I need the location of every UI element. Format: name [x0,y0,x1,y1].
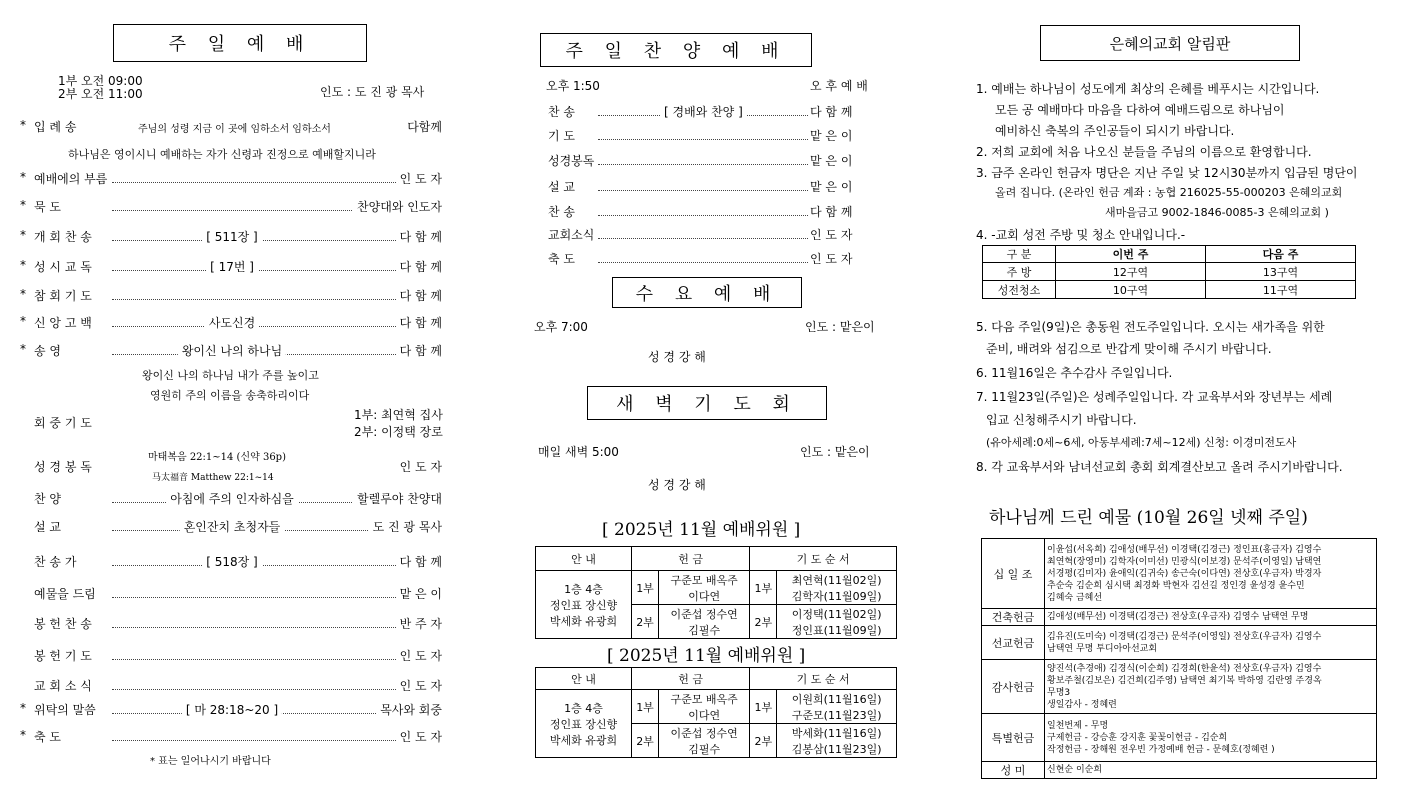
service-item-role: 다 함 께 [396,342,442,359]
notice-8: 8. 각 교육부서와 남녀선교회 총회 회계결산보고 올려 주시기바랍니다. [976,460,1343,474]
offering-line: 김혜숙 금혜선 [1047,592,1103,603]
service-item-role: 다 함 께 [396,287,442,304]
dawn-time: 매일 새벽 5:00 [538,445,619,459]
offering-names [1045,762,1377,779]
duty2-header-offering: 헌 금 [632,668,750,690]
offering-line: 작정헌금 - 장해원 전우빈 가정예배 헌금 - 문혜호(정혜련 ) [1047,744,1275,755]
duty-header-offering: 헌 금 [632,547,750,571]
service-item-name: 묵 도 [34,200,61,214]
notice-5b: 준비, 배려와 섬김으로 반갑게 맞이해 주시기 바랍니다. [986,342,1272,356]
notice-3b: 올려 집니다. (온라인 헌금 계좌 : 농협 216025-55-000203 은혜의교회 [995,186,1343,199]
clean-row-sanctuary: 성전청소 [983,281,1056,299]
offering-line: 양진석(추경애) 김경식(이순희) 김경희(한윤석) 전상호(우금자) 김영수 [1047,663,1322,674]
offering-row [982,660,1377,714]
service-item-name: 축 도 [34,730,61,744]
service-item-role: 찬양대와 인도자 [353,198,442,215]
praise-item-name: 설 교 [548,180,575,194]
service-item-name: 봉 헌 기 도 [34,649,92,663]
praise-item-name: 교회소식 [548,228,595,242]
praise-item [540,152,885,170]
clean-header-1: 이번 주 [1056,246,1206,263]
leader-dots [112,627,442,628]
offering-line: 생일감사 - 정혜련 [1047,699,1117,710]
leader-dots [112,689,442,690]
service-item-name: 봉 헌 찬 송 [34,617,92,631]
entrance-subtext: 하나님은 영이시니 예배하는 자가 신령과 진정으로 예배할지니라 [68,148,376,161]
wednesday-service-title: 수 요 예 배 [612,277,802,308]
service-item-detail: 왕이신 나의 하나님 [178,342,286,359]
service-item-detail: [ 마 28:18~20 ] [182,701,282,718]
clean-cell: 12구역 [1056,263,1206,281]
offering-row [982,714,1377,762]
service-item [0,647,460,665]
service-item [0,728,460,746]
scripture-chinese: 马太福音 Matthew 22:1~14 [152,473,274,483]
service-item-role: 다 함 께 [396,258,442,275]
duty-header-prayer: 기 도 순 서 [750,547,897,571]
service-item-name: 송 영 [34,344,61,358]
notice-7b: 입교 신청해주시기 바랍니다. [986,413,1137,427]
notice-3c: 새마을금고 9002-1846-0085-3 은혜의교회 ) [1105,206,1329,219]
clean-cell: 10구역 [1056,281,1206,299]
duty-guide-cell: 1층 4층 정인표 장신향 박세화 유광희 [536,571,632,639]
clean-row-kitchen: 주 방 [983,263,1056,281]
praise-item-role: 인 도 자 [810,252,853,266]
offering-line: 최연혁(장영미) 김학자(이미선) 민광식(이보경) 문석주(이영일) 남택연 [1047,556,1322,567]
service-item-role: 반 주 자 [396,615,442,632]
offering-title: 하나님께 드린 예물 (10월 26일 넷째 주일) [989,508,1308,528]
duty-title-1: [ 2025년 11월 예배위원 ] [602,520,801,540]
service-item [0,170,460,188]
dawn-prayer-title: 새 벽 기 도 회 [587,386,827,420]
offering-names [1045,660,1377,714]
praise-item-name: 찬 송 [548,105,575,119]
duty-title-2: [ 2025년 11월 예배위원 ] [607,646,806,666]
service-item-role: 인 도 자 [396,170,442,187]
praise-item [540,250,885,268]
service-item [0,518,460,536]
praise-item-role: 맡 은 이 [810,154,853,168]
standing-star: * [20,198,26,212]
leader-dots [598,262,810,263]
offering-row [982,762,1377,779]
service-time-1: 1부 오전 09:00 [58,74,143,88]
leader-dots [112,182,442,183]
doxology-sub-1: 왕이신 나의 하나님 내가 주를 높이고 [142,369,319,382]
duty-pr1-label: 1부 [750,571,777,605]
leader-dots [112,270,442,271]
offering-label: 성 미 [982,762,1045,779]
service-item-name: 예물을 드림 [34,587,96,601]
service-item-name: 위탁의 말씀 [34,703,96,717]
service-item [0,198,460,216]
praise-item-role: 맡 은 이 [810,129,853,143]
doxology-sub-2: 영원히 주의 이름을 송축하리이다 [150,389,310,402]
service-item-role: 인 도 자 [396,677,442,694]
service-item-name: 입 례 송 [34,120,77,134]
service-item-name: 성 시 교 독 [34,260,92,274]
duty-pr2: 이정택(11월02일) 정인표(11월09일) [777,605,897,639]
offering-line: 일천번제 - 무명 [1047,720,1109,731]
duty2-guide-cell: 1층 4층 정인표 장신향 박세화 유광희 [536,690,632,758]
service-item-role: 인 도 자 [396,647,442,664]
standing-star: * [20,701,26,715]
duty-table-2 [535,667,897,758]
duty2-off2: 이준섭 정수연 김필수 [659,724,750,758]
leader-dots [112,326,442,327]
leader-dots [112,565,442,566]
duty-header-guide: 안 내 [536,547,632,571]
leader-dots [112,597,442,598]
notice-1a: 1. 예배는 하나님이 성도에게 최상의 은혜를 베푸시는 시간입니다. [976,82,1320,96]
service-item-name: 개 회 찬 송 [34,230,92,244]
duty-off2-label: 2부 [632,605,659,639]
duty2-header-prayer: 기 도 순 서 [750,668,897,690]
offering-label: 선교헌금 [982,626,1045,660]
service-item-name: 참 회 기 도 [34,289,92,303]
service-item [0,314,460,332]
service-item-detail: 혼인잔치 초청자들 [180,518,285,535]
praise-item [540,127,885,145]
praise-time: 오후 1:50 [546,79,600,93]
service-item-name: 설 교 [34,520,61,534]
service-item [0,701,460,719]
standing-star: * [20,118,26,132]
service-item [0,490,460,508]
offering-row [982,539,1377,609]
offering-label: 특별헌금 [982,714,1045,762]
service-item-role: 다 함 께 [396,314,442,331]
service-item-role: 다함께 [403,118,442,135]
praise-item-name: 찬 송 [548,205,575,219]
praise-item-role: 다 함 께 [810,205,853,219]
praise-item-name: 축 도 [548,252,575,266]
notice-1c: 예비하신 축복의 주인공들이 되시기 바랍니다. [995,124,1235,138]
standing-star: * [20,314,26,328]
duty-off1: 구준모 배옥주 이다연 [659,571,750,605]
service-item [0,228,460,246]
praise-service-title: 주 일 찬 양 예 배 [540,33,812,67]
notice-7c: (유아세례:0세~6세, 아동부세례:7세~12세) 신청: 이경미전도사 [986,436,1297,449]
standing-star: * [20,228,26,242]
notice-4: 4. -교회 성전 주방 및 청소 안내입니다.- [976,228,1186,242]
service-item-name: 찬 양 [34,492,61,506]
duty-pr2-label: 2부 [750,605,777,639]
praise-item [540,103,885,121]
offering-names [1045,539,1377,609]
praise-item [540,226,885,244]
bulletin-title: 은혜의교회 알림판 [1040,25,1300,61]
praise-item-name: 기 도 [548,129,575,143]
duty2-pr1: 이원희(11월16일) 구준모(11월23일) [777,690,897,724]
service-item-detail: [ 518장 ] [202,553,262,570]
duty-off2: 이준섭 정수연 김필수 [659,605,750,639]
praise-service-label: 오 후 예 배 [810,79,868,93]
leader-dots [112,659,442,660]
leader-dots [598,215,810,216]
leader-dots [598,139,810,140]
praise-item-name: 성경봉독 [548,154,595,168]
praise-item-role: 다 함 께 [810,105,853,119]
service-item-name: 예배에의 부름 [34,172,108,186]
duty-off1-label: 1부 [632,571,659,605]
offering-line: 남택연 무명 투디아아선교회 [1047,643,1158,654]
standing-star: * [20,258,26,272]
service-item [0,287,460,305]
clean-header-2: 다음 주 [1206,246,1356,263]
praise-item-role: 인 도 자 [810,228,853,242]
standing-star: * [20,728,26,742]
service-item-role: 다 함 께 [396,553,442,570]
offering-row [982,626,1377,660]
notice-1b: 모든 공 예배마다 마음을 다하여 예배드림으로 하나님이 [995,103,1285,117]
service-item [0,342,460,360]
offering-label: 감사헌금 [982,660,1045,714]
service-item-role: 목사와 회중 [376,701,442,718]
duty2-off1: 구준모 배옥주 이다연 [659,690,750,724]
service-item-name: 성 경 봉 독 [34,460,92,474]
service-item-name: 신 앙 고 백 [34,316,92,330]
service-item [0,553,460,571]
leader-dots [598,190,810,191]
leader-dots [598,238,810,239]
main-service-title: 주 일 예 배 [113,24,367,62]
duty2-off2-label: 2부 [632,724,659,758]
duty2-pr2: 박세화(11월16일) 김봉삼(11월23일) [777,724,897,758]
praise-item [540,203,885,221]
service-item [0,118,460,136]
offering-line: 신현순 이순희 [1047,765,1103,775]
service-item-detail: 아침에 주의 인자하심을 [166,490,298,507]
service-item-role: 인 도 자 [396,728,442,745]
offering-names [1045,714,1377,762]
service-item-role: 맡 은 이 [396,585,442,602]
offering-names [1045,626,1377,660]
offering-line: 이윤섭(서옥희) 김애성(배무선) 이경택(김경근) 정인표(홍금자) 김영수 [1047,544,1322,555]
duty2-off1-label: 1부 [632,690,659,724]
service-item-detail: 사도신경 [205,314,259,331]
clean-cell: 13구역 [1206,263,1356,281]
service-item-name: 교 회 소 식 [34,679,92,693]
wednesday-leader: 인도 : 맡은이 [805,320,875,334]
dawn-leader: 인도 : 맡은이 [800,445,870,459]
clean-header-0: 구 분 [983,246,1056,263]
service-item [0,258,460,276]
service-item-name: 찬 송 가 [34,555,77,569]
service-leader: 인도 : 도 진 광 목사 [320,85,425,99]
wednesday-time: 오후 7:00 [534,320,588,334]
leader-dots [598,164,810,165]
prayer-leader-1: 1부: 최연혁 집사 [354,408,443,422]
standing-star: * [20,342,26,356]
dawn-sermon: 성 경 강 해 [648,478,706,492]
service-time-2: 2부 오전 11:00 [58,87,143,101]
offering-row [982,609,1377,626]
cleaning-table [982,245,1356,299]
praise-item-detail: [ 경배와 찬양 ] [660,103,747,120]
duty2-pr1-label: 1부 [750,690,777,724]
offering-line: 김애성(배무선) 이경택(김경근) 전상호(우금자) 김영수 남택연 무명 [1047,612,1309,622]
offering-line: 구제헌금 - 강승훈 강지훈 꽃꽂이헌금 - 김순희 [1047,732,1228,743]
service-item [0,615,460,633]
offering-label: 십 일 조 [982,539,1045,609]
standing-star: * [20,170,26,184]
notice-3a: 3. 금주 온라인 헌금자 명단은 지난 주일 낮 12시30분까지 입금된 명단이 [976,166,1358,180]
notice-6: 6. 11월16일은 추수감사 주일입니다. [976,366,1173,380]
offering-table [981,538,1377,779]
duty2-header-guide: 안 내 [536,668,632,690]
offering-label: 건축헌금 [982,609,1045,626]
standing-star: * [20,287,26,301]
service-item-role: 다 함 께 [396,228,442,245]
leader-dots [112,240,442,241]
offering-line: 황보주철(김보은) 김건희(김주영) 남택연 최기복 박하영 김란영 주경옥 [1047,675,1322,686]
duty-pr1: 최연혁(11월02일) 김학자(11월09일) [777,571,897,605]
offering-line: 김유진(도미숙) 이경택(김경근) 문석주(이영일) 전상호(우금자) 김영수 [1047,631,1322,642]
service-item-role: 도 진 광 목사 [369,518,442,535]
scripture-korean: 마태복음 22:1~14 (신약 36p) [148,452,286,463]
duty2-pr2-label: 2부 [750,724,777,758]
praise-item-role: 맡 은 이 [810,180,853,194]
service-item-role: 인 도 자 [396,458,442,475]
service-item [0,677,460,695]
service-item-detail: [ 511장 ] [202,228,262,245]
notice-5a: 5. 다음 주일(9일)은 총동원 전도주일입니다. 오시는 새가족을 위한 [976,320,1325,334]
service-item-role: 할렐루야 찬양대 [353,490,442,507]
offering-names [1045,609,1377,626]
notice-7a: 7. 11월23일(주일)은 성례주일입니다. 각 교육부서와 장년부는 세례 [976,390,1333,404]
service-item-detail: [ 17번 ] [206,258,258,275]
offering-line: 서경평(김미자) 윤애익(김귀숙) 송근숙(이다연) 전상호(우금자) 박경자 [1047,568,1322,579]
leader-dots [112,740,442,741]
duty-table-1 [535,546,897,639]
standing-note: * 표는 일어나시기 바랍니다 [150,756,271,767]
prayer-leader-2: 2부: 이정택 장로 [354,425,443,439]
leader-dots [112,299,442,300]
service-item-detail: 주님의 성령 지금 이 곳에 임하소서 임하소서 [138,124,331,135]
clean-cell: 11구역 [1206,281,1356,299]
offering-line: 추순숙 김순희 심시택 최경화 박현자 김선길 정인경 윤성경 윤수민 [1047,580,1305,591]
praise-item [540,178,885,196]
wednesday-sermon: 성 경 강 해 [648,350,706,364]
service-item-name: 회 중 기 도 [34,416,92,430]
notice-2: 2. 저희 교회에 처음 나오신 분들을 주님의 이름으로 환영합니다. [976,145,1312,159]
offering-line: 무명3 [1047,687,1071,698]
service-item [0,585,460,603]
